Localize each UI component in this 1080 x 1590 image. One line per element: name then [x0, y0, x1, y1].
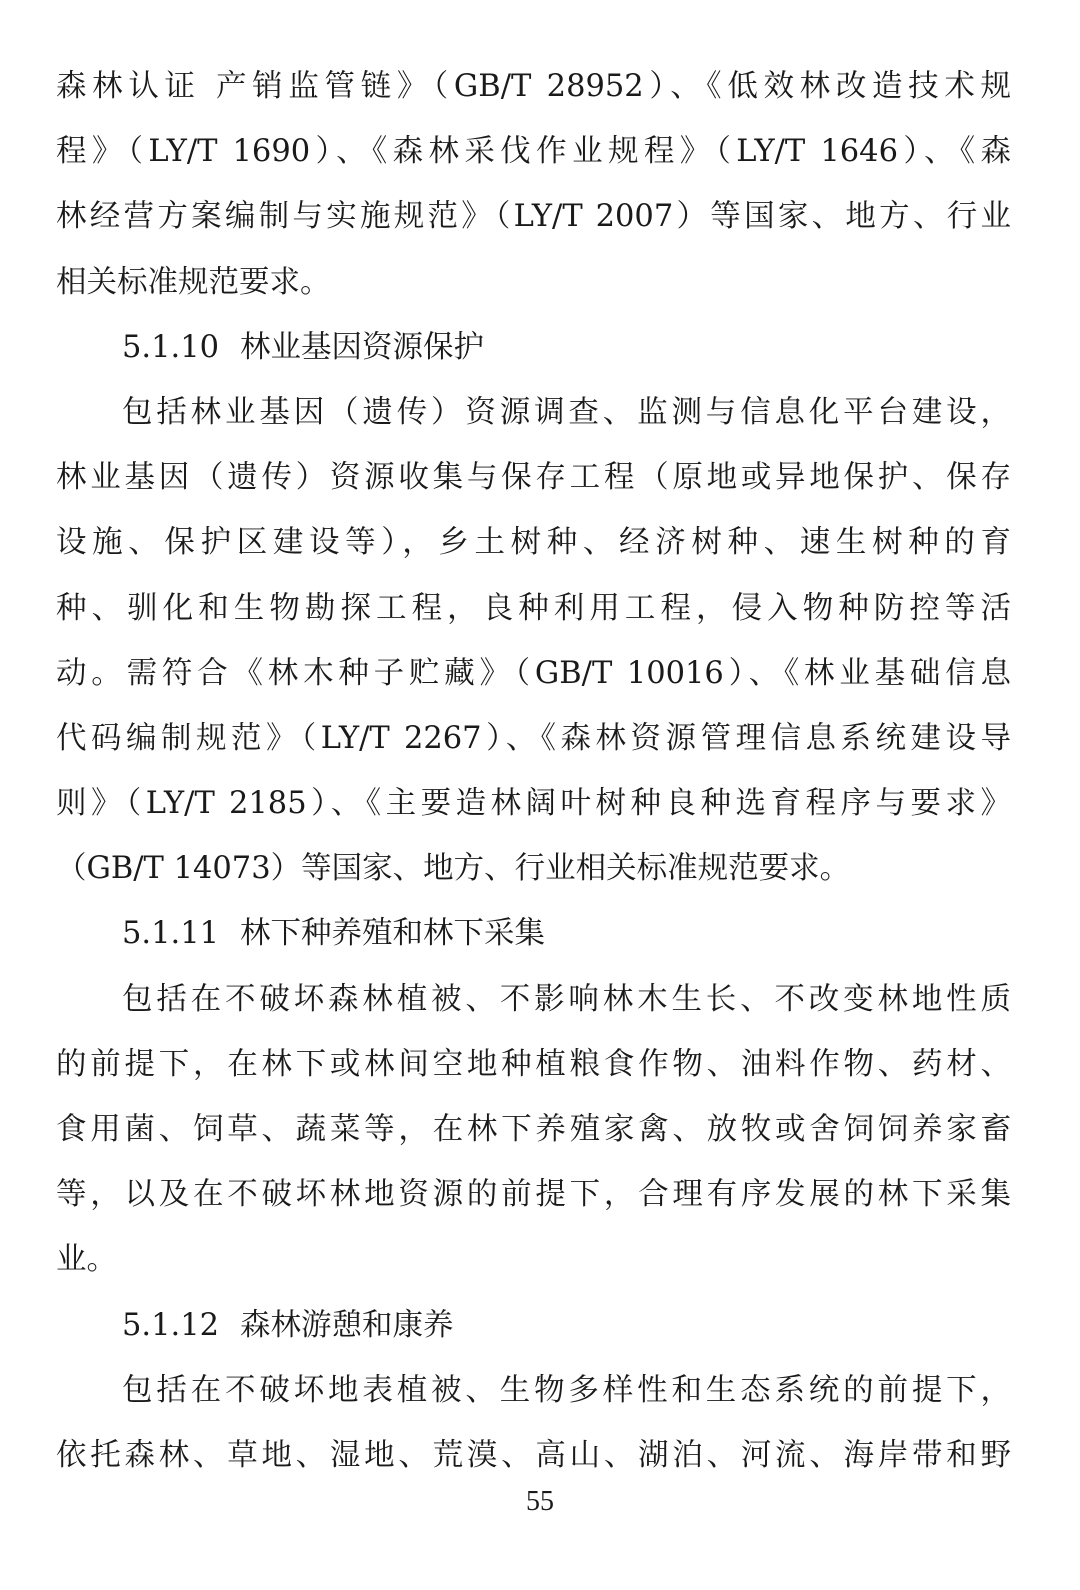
paragraph-line: 相关标准规范要求。	[56, 264, 331, 300]
paragraph-line: 包括在不破坏森林植被、不影响林木生长、不改变林地性质	[122, 981, 1011, 1017]
paragraph-line: 业。	[56, 1242, 117, 1278]
paragraph-line: 的前提下，在林下或林间空地种植粮食作物、油料作物、药材、	[56, 1046, 1011, 1082]
paragraph-line: 等，以及在不破坏林地资源的前提下，合理有序发展的林下采集	[56, 1177, 1011, 1213]
paragraph-line: 食用菌、饲草、蔬菜等，在林下养殖家禽、放牧或舍饲饲养家畜	[56, 1112, 1011, 1147]
paragraph-line: 种、驯化和生物勘探工程，良种利用工程，侵入物种防控等活	[56, 590, 1011, 626]
page-number: 55	[526, 1486, 554, 1517]
paragraph-line: 包括林业基因（遗传）资源调查、监测与信息化平台建设，	[122, 394, 1011, 430]
paragraph-line: 依托森林、草地、湿地、荒漠、高山、湖泊、河流、海岸带和野	[56, 1437, 1011, 1473]
document-body	[56, 54, 1011, 1488]
paragraph-line: 包括在不破坏地表植被、生物多样性和生态系统的前提下，	[122, 1372, 1011, 1408]
paragraph-line: （GB/T 14073）等国家、地方、行业相关标准规范要求。	[56, 851, 851, 887]
paragraph-line: 代码编制规范》（LY/T 2267）、《森林资源管理信息系统建设导	[56, 720, 1011, 756]
section-heading-5-1-12	[56, 1293, 1011, 1358]
section-title: 森林游憩和康养	[240, 1307, 454, 1343]
paragraph-line: 设施、保护区建设等），乡土树种、经济树种、速生树种的育	[56, 525, 1011, 561]
paragraph-line: 林经营方案编制与实施规范》（LY/T 2007）等国家、地方、行业	[56, 199, 1011, 235]
section-heading-5-1-11	[56, 901, 1011, 966]
paragraph-line: 程》（LY/T 1690）、《森林采伐作业规程》（LY/T 1646）、《森	[56, 134, 1011, 170]
section-title: 林业基因资源保护	[240, 329, 484, 365]
section-number: 5.1.10	[122, 329, 220, 365]
paragraph-line: 动。需符合《林木种子贮藏》（GB/T 10016）、《林业基础信息	[56, 655, 1011, 691]
section-title: 林下种养殖和林下采集	[240, 916, 545, 952]
section-heading-5-1-10	[56, 315, 1011, 380]
section-number: 5.1.11	[122, 916, 220, 952]
paragraph-line: 则》（LY/T 2185）、《主要造林阔叶树种良种选育程序与要求》	[56, 786, 1011, 822]
section-number: 5.1.12	[122, 1307, 220, 1343]
paragraph-line: 林业基因（遗传）资源收集与保存工程（原地或异地保护、保存	[56, 460, 1011, 496]
paragraph-line: 森林认证 产销监管链》（GB/T 28952）、《低效林改造技术规	[56, 69, 1011, 104]
